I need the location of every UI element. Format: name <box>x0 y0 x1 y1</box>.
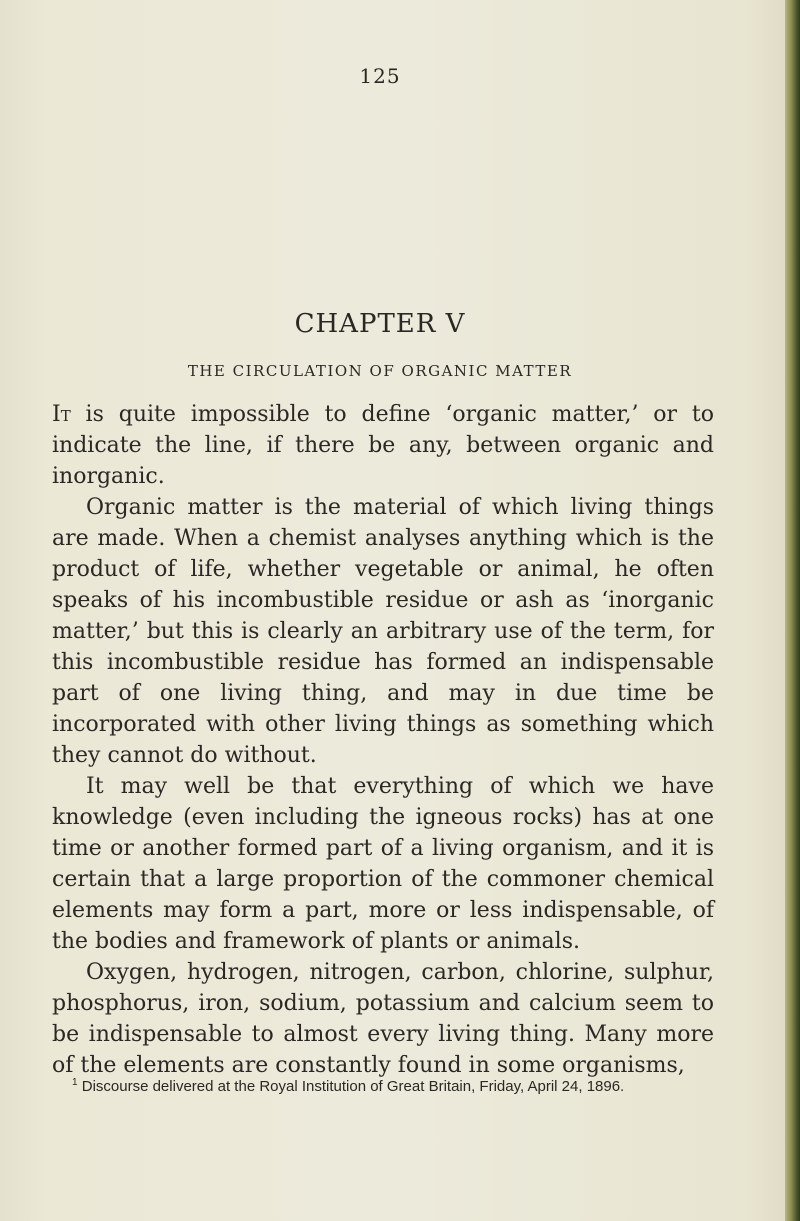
chapter-title: CHAPTER V <box>294 309 466 339</box>
paragraph-3: It may well be that everything of which we have knowledge (even including the igneous rocks) has at one time or another formed part of a living organism, and it is certain that a large proportion of the commoner chemical elements may form a part, more or less indispensable, of the bodies and framework of plants or animals. <box>52 774 714 954</box>
footnote-text: Discourse delivered at the Royal Institution of Great Britain, Friday, April 24, 1896. <box>81 1078 625 1095</box>
paragraph-2: Organic matter is the material of which living things are made. When a chemist analyses anything which is the product of life, whether vegetable or animal, he often speaks of his incombustible residue or ash as ‘inorganic matter,’ but this is clearly an arbitrary use of the term, for this incombustible residue has formed an indispensable part of one living thing, and may in due time be incorporated with other living things as something which they cannot do without. <box>52 495 714 768</box>
paragraph-lead-word: It <box>52 402 71 427</box>
footnote-marker: 1 <box>72 1077 78 1088</box>
footnote <box>52 1071 714 1098</box>
paragraph-4: Oxygen, hydrogen, nitrogen, carbon, chlorine, sulphur, phosphorus, iron, sodium, potassium and calcium seem to be indispensable to almost every living thing. Many more of the elements are constantly found in some organisms, <box>52 960 714 1078</box>
paragraph-1-text: is quite impossible to define ‘organic matter,’ or to indicate the line, if there be any, between organic and inorganic. <box>52 402 714 489</box>
page-number: 125 <box>359 64 401 88</box>
page-edge <box>785 0 800 1221</box>
body-text <box>52 399 714 1081</box>
chapter-subtitle: THE CIRCULATION OF ORGANIC MATTER <box>187 362 573 380</box>
paragraph-1 <box>52 399 714 492</box>
